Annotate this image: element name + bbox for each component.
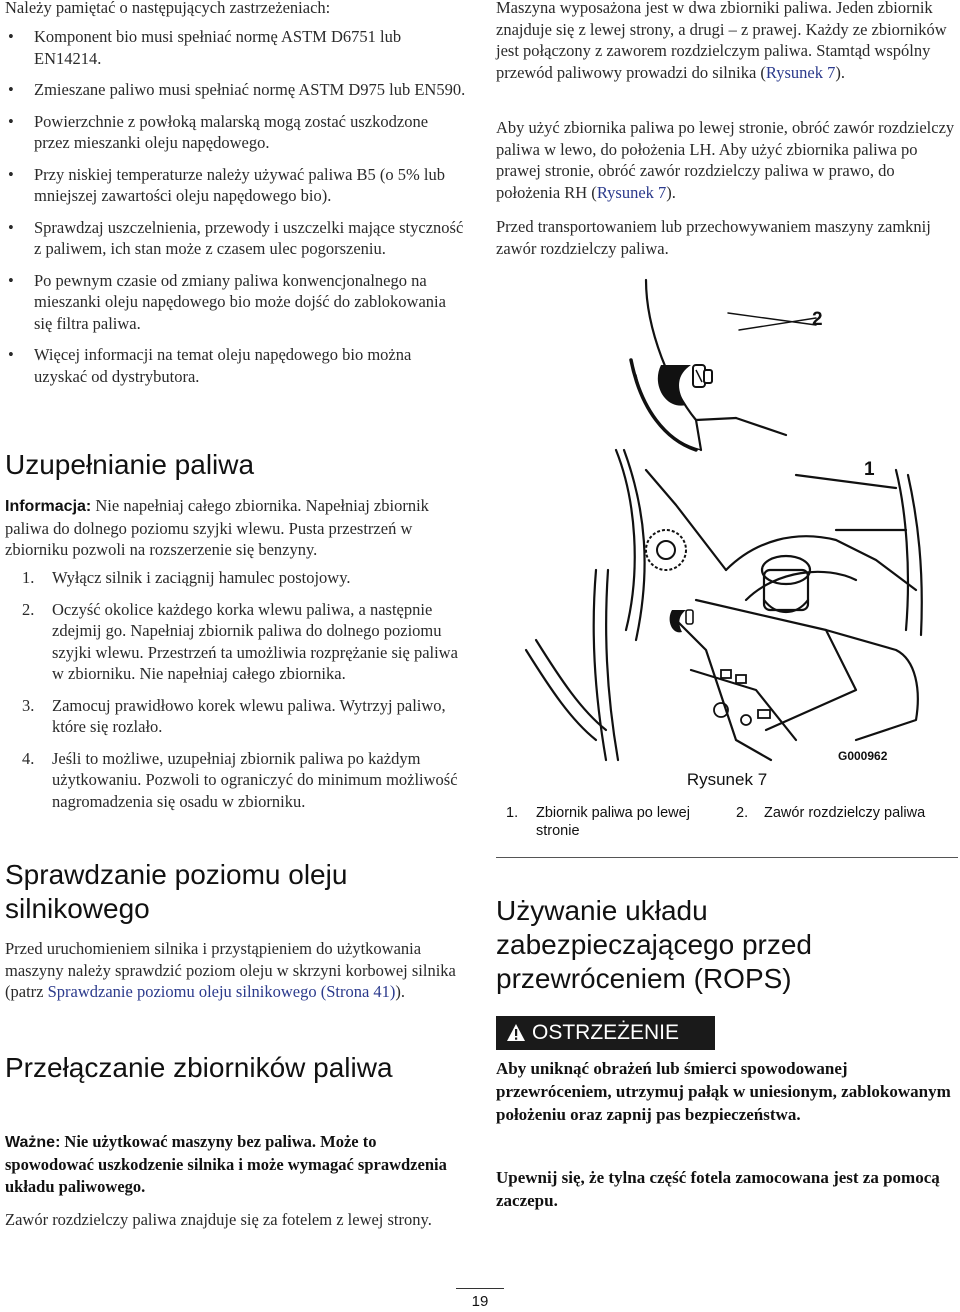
tanks-paragraph: Maszyna wyposażona jest w dwa zbiorniki paliwa. Jeden zbiornik znajduje się z lewej strony, a drugi – z prawej. Każdy ze zbiorników jest połączony z zaworem rozdzielczym paliwa. Stamtąd wspólny przewód paliwowy prowadzi do silnika (Rysunek 7).: [496, 0, 947, 82]
valve-paragraph: Aby użyć zbiornika paliwa po lewej stronie, obróć zawór rozdzielczy paliwa w lewo, do położenia LH. Aby użyć zbiornika paliwa po prawej stronie, obróć zawór rozdzielczy paliwa w prawo, do położenia RH (Rysunek 7).: [496, 118, 955, 202]
oil-heading: Sprawdzanie poziomu oleju silnikowego: [5, 859, 348, 924]
list-item: • Przy niskiej temperaturze należy używać paliwa B5 (o 5% lub mniejszej zawartości oleju napędowego bio).: [8, 164, 445, 205]
oil-paragraph: Przed uruchomieniem silnika i przystąpieniem do użytkowania maszyny należy sprawdzić poziom oleju w skrzyni korbowej silnika (patrz Sprawdzanie poziomu oleju silnikowego (Strona 41)).: [5, 939, 456, 1001]
fuel-steps-list: [5, 567, 467, 822]
important-label: Ważne:: [5, 1134, 61, 1151]
warning-banner: [496, 1016, 715, 1050]
fuel-heading: Uzupełnianie paliwa: [5, 449, 255, 480]
list-item: 3. Zamocuj prawidłowo korek wlewu paliwa. Wytrzyj paliwo, które się rozlało.: [22, 695, 446, 736]
important-text: Nie użytkować maszyny bez paliwa. Może to spowodować uszkodzenie silnika i może wymagać sprawdzenia układu paliwowego.: [5, 1132, 447, 1196]
figure-7-link[interactable]: Rysunek 7: [765, 62, 836, 82]
figure-code: G000962: [838, 749, 888, 763]
footer-rule: [456, 1288, 504, 1289]
list-item: • Więcej informacji na temat oleju napędowego bio można uzyskać od dystrybutora.: [8, 345, 412, 386]
list-item: • Komponent bio musi spełniać normę ASTM D6751 lub EN14214.: [8, 27, 402, 68]
list-item: • Zmieszane paliwo musi spełniać normę ASTM D975 lub EN590.: [8, 80, 466, 99]
valve-location-text: Zawór rozdzielczy paliwa znajduje się za fotelem z lewej strony.: [5, 1210, 432, 1229]
warning-label: OSTRZEŻENIE: [532, 1021, 680, 1044]
figure-7-illustration: [496, 270, 958, 770]
figure-caption: Rysunek 7: [686, 770, 768, 789]
fuel-valve-small-icon: [670, 610, 693, 632]
warning-text: Aby uniknąć obrażeń lub śmierci spowodowanej przewróceniem, utrzymuj pałąk w uniesionym, zablokowanym położeniu oraz zapnij pas bezpieczeństwa.: [496, 1059, 951, 1124]
oil-check-link[interactable]: Sprawdzanie poziomu oleju silnikowego (Strona 41): [47, 982, 396, 1001]
callout-2: 2: [812, 309, 823, 330]
info-label: Informacja:: [5, 498, 92, 515]
seat-latch-text: Upewnij się, że tylna część fotela zamocowana jest za pomocą zaczepu.: [496, 1168, 940, 1210]
info-text: Nie napełniaj całego zbiornika. Napełniaj zbiornik paliwa do dolnego poziomu szyjki wlewu. Pusta przestrzeń w zbiorniku pozwoli na rozszerzenie się benzyny.: [5, 496, 429, 559]
gear-icon: [646, 530, 686, 570]
page-number: 19: [471, 1293, 489, 1310]
legend-item: 2. Zawór rozdzielczy paliwa: [736, 805, 926, 821]
list-item: • Sprawdzaj uszczelnienia, przewody i uszczelki mające styczność z paliwem, ich stan może z czasem ulec pogorszeniu.: [8, 217, 464, 258]
list-item: 1. Wyłącz silnik i zaciągnij hamulec postojowy.: [22, 568, 351, 587]
list-item: • Po pewnym czasie od zmiany paliwa konwencjonalnego na mieszanki oleju napędowego bio może dojść do zablokowania się filtra paliwa.: [8, 270, 446, 333]
biodiesel-bullet-list: [5, 26, 467, 397]
warning-triangle-icon: [506, 1023, 526, 1042]
info-note: [5, 495, 467, 561]
switch-tanks-heading: Przełączanie zbiorników paliwa: [5, 1052, 393, 1083]
list-item: • Powierzchnie z powłoką malarską mogą zostać uszkodzone przez mieszanki oleju napędowego.: [8, 111, 429, 152]
fuel-valve-icon: [658, 365, 712, 406]
intro-text: Należy pamiętać o następujących zastrzeżeniach:: [5, 0, 331, 17]
figure-7-link[interactable]: Rysunek 7: [596, 182, 667, 202]
list-item: 2. Oczyść okolice każdego korka wlewu paliwa, a następnie zdejmij go. Napełniaj zbiornik paliwa do dolnego poziomu szyjki wlewu. Przestrzeń ta umożliwia rozprężanie się paliwa w zbiorniku. Nie napełniaj całego zbiornika.: [22, 599, 458, 683]
list-item: 4. Jeśli to możliwe, uzupełniaj zbiornik paliwa po każdym użytkowaniu. Pozwoli to ograniczyć do minimum możliwość nagromadzenia się osadu w zbiorniku.: [22, 748, 458, 811]
legend-item: 1. Zbiornik paliwa po lewej stronie: [506, 805, 690, 839]
callout-1: 1: [864, 459, 875, 480]
important-note: [5, 1131, 467, 1199]
figure-divider: [496, 857, 958, 858]
transport-paragraph: Przed transportowaniem lub przechowywaniem maszyny zamknij zawór rozdzielczy paliwa.: [496, 217, 931, 258]
rops-heading: Używanie układu zabezpieczającego przed przewróceniem (ROPS): [496, 895, 812, 994]
